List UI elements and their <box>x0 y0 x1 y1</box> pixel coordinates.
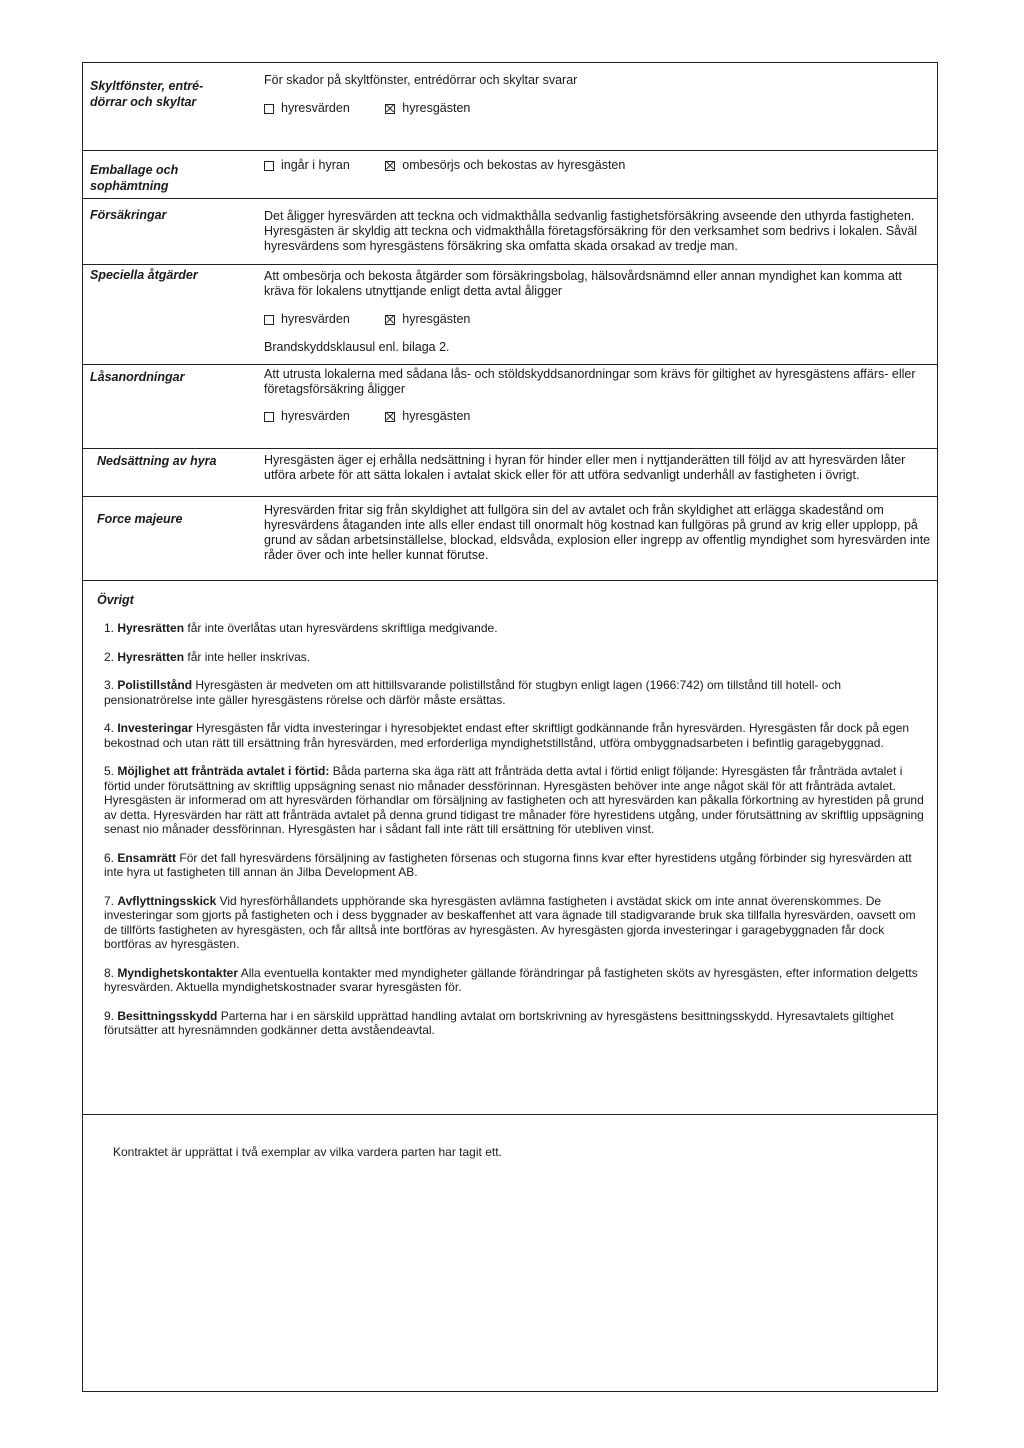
section-emballage <box>83 151 937 199</box>
label-emballage: Emballage och sophämtning <box>90 163 179 193</box>
ovrigt-item <box>104 764 929 837</box>
checkbox-checked-icon <box>385 161 395 171</box>
item-number: 2. <box>104 649 118 664</box>
label-speciella: Speciella åtgärder <box>90 268 198 282</box>
item-text: Hyresgästen får vidta investeringar i hyresobjektet endast efter skriftligt godkännande från hyresvärden. Hyresgästen får dock på egen bekostnad och utan rätt till ersättning från hyresvärden, med erforderliga myndighetstillstånd, utföra ombyggnadsarbeten i befintlig garagebyggnad. <box>104 721 910 750</box>
ovrigt-item <box>104 721 929 750</box>
item-text: Hyresgästen är medveten om att hittillsvarande polistillstånd för stugbyn enligt lagen (1966:742) om tillstånd till hotell- och pensionatrörelse inte gäller hyresgästens rörelse och därför måste ersättas. <box>104 678 842 707</box>
ovrigt-item <box>104 621 929 636</box>
item-number: 4. <box>104 721 118 735</box>
label-skyltfonster: Skyltfönster, entré-dörrar och skyltar <box>90 79 204 109</box>
checkbox-hyresgasten[interactable]: hyresgästen <box>385 409 470 424</box>
item-text: Alla eventuella kontakter med myndigheter gällande förändringar på fastigheten sköts av hyresgästen, efter information delgetts hyresvärden. Aktuella myndighetskostnader svarar hyresgästen för. <box>104 965 918 994</box>
item-heading: Hyresrätten <box>117 621 185 635</box>
ovrigt-item <box>104 851 929 880</box>
item-number: 5. <box>104 764 118 778</box>
ovrigt-list <box>104 621 929 1052</box>
footer-text: Kontraktet är upprättat i två exemplar av vilka vardera parten har tagit ett. <box>113 1145 502 1159</box>
checkbox-empty-icon <box>264 315 274 325</box>
checkbox-hyresgasten[interactable]: hyresgästen <box>385 312 470 327</box>
section-speciella <box>83 265 937 365</box>
label-forsakringar: Försäkringar <box>90 208 167 222</box>
checkbox-hyresvarden[interactable]: hyresvärden <box>264 101 350 116</box>
item-text: får inte heller inskrivas. <box>184 649 311 664</box>
checkbox-hyresgasten[interactable]: hyresgästen <box>385 101 470 116</box>
text-nedsattning: Hyresgästen äger ej erhålla nedsättning i hyran för hinder eller men i nyttjanderätten till följd av att hyresvärden låter utföra arbete för att sätta lokalen i avtalat skick eller för att utföra sedvanligt underhåll av fastigheten i övrigt. <box>264 453 906 482</box>
item-heading: Myndighetskontakter <box>117 965 239 980</box>
ovrigt-item <box>104 1009 929 1038</box>
section-lasanordningar <box>83 365 937 449</box>
checkbox-ingar-i-hyran[interactable]: ingår i hyran <box>264 158 350 173</box>
checkbox-checked-icon <box>385 412 395 422</box>
text-speciella: Att ombesörja och bekosta åtgärder som försäkringsbolag, hälsovårdsnämnd eller annan myndighet kan komma att kräva för lokalens utnyttjande enligt detta avtal åligger <box>264 269 902 298</box>
section-nedsattning <box>83 449 937 497</box>
checkbox-hyresvarden[interactable]: hyresvärden <box>264 312 350 327</box>
item-number: 8. <box>104 965 118 980</box>
item-number: 6. <box>104 850 118 865</box>
checkbox-checked-icon <box>385 315 395 325</box>
checkbox-empty-icon <box>264 104 274 114</box>
text-skyltfonster: För skador på skyltfönster, entrédörrar och skyltar svarar <box>264 73 578 87</box>
item-heading: Polistillstånd <box>117 678 193 692</box>
item-heading: Besittningsskydd <box>117 1008 218 1023</box>
checkbox-hyresvarden[interactable]: hyresvärden <box>264 409 350 424</box>
text-lasanordningar: Att utrusta lokalerna med sådana lås- och stöldskyddsanordningar som krävs för giltighet av hyresgästens affärs- eller företagsförsäkring åligger <box>264 367 916 396</box>
label-lasanordningar: Låsanordningar <box>90 370 185 384</box>
item-heading: Investeringar <box>117 721 193 735</box>
item-text: Parterna har i en särskild upprättad handling avtalat om bortskrivning av hyresgästens besittningsskydd. Hyresavtalets giltighet förutsätter att hyresnämnden godkänner detta avståendeavtal. <box>104 1008 894 1037</box>
label-nedsattning: Nedsättning av hyra <box>97 454 217 468</box>
label-force-majeure: Force majeure <box>97 512 183 526</box>
item-heading: Hyresrätten <box>117 649 185 664</box>
text-force-majeure: Hyresvärden fritar sig från skyldighet att fullgöra sin del av avtalet och från skyldighet att erlägga skadestånd om hyresvärdens åtaganden inte alls eller endast till onormalt hög kostnad kan fullgöras på grund av krig eller upplopp, på grund av sådan arbetsinställelse, blockad, eldsvåda, explosion eller ingrepp av offentlig myndighet som hyresvärden inte råder över och inte heller kunnat förutse. <box>264 503 931 562</box>
item-heading: Avflyttningsskick <box>117 893 217 908</box>
checkbox-ombesorjs[interactable]: ombesörjs och bekostas av hyresgästen <box>385 158 625 173</box>
ovrigt-item <box>104 966 929 995</box>
brandskydd-note: Brandskyddsklausul enl. bilaga 2. <box>264 339 450 354</box>
section-ovrigt <box>83 580 937 1115</box>
text-forsakringar: Det åligger hyresvärden att teckna och vidmakthålla sedvanlig fastighetsförsäkring avseende den uthyrda fastigheten. Hyresgästen är skyldig att teckna och vidmakthålla företagsförsäkring för den verksamhet som bedrivs i lokalen. Såväl hyresvärdens som hyresgästens försäkring ska omfatta skada orsakad av tredje man. <box>264 209 918 253</box>
item-number: 9. <box>104 1008 118 1023</box>
section-skyltfonster <box>83 63 937 151</box>
item-heading: Ensamrätt <box>117 850 177 865</box>
item-text: För det fall hyresvärdens försäljning av fastigheten försenas och stugorna finns kvar efter hyrestidens utgång förbinder sig hyresvärden att inte hyra ut fastigheten till annan än Jilba Development AB. <box>104 850 912 879</box>
ovrigt-title: Övrigt <box>97 593 134 607</box>
item-number: 7. <box>104 893 118 908</box>
item-text: får inte överlåtas utan hyresvärdens skriftliga medgivande. <box>184 621 498 635</box>
item-number: 3. <box>104 678 118 692</box>
checkbox-empty-icon <box>264 412 274 422</box>
checkbox-empty-icon <box>264 161 274 171</box>
ovrigt-item <box>104 678 929 707</box>
item-text: Båda parterna ska äga rätt att frånträda detta avtal i förtid enligt följande: Hyresgästen får frånträda avtalet i förtid under förutsättning av skriftlig uppsägning senast nio månader dessförinnan. Hyresgästen behöver inte ange något skäl för att frånträda avtalet. Hyresgästen är informerad om att hyresvärden förhandlar om försäljning av fastigheten och att hyresvärden kan påkalla förkortning av hyrestiden på grund av detta. Hyresvärden har rätt att frånträda avtalet på denna grund tidigast tre månader före hyrestidens utgång, under förutsättning av skriftlig uppsägning senast nio månader dessförinnan. Hyresgästen har i sådant fall inte rätt till ersättning för utebliven vinst. <box>104 764 924 836</box>
section-forsakringar <box>83 199 937 265</box>
item-number: 1. <box>104 621 118 635</box>
ovrigt-item <box>104 650 929 665</box>
contract-page <box>82 62 938 1392</box>
ovrigt-item <box>104 894 929 952</box>
section-force-majeure <box>83 497 937 580</box>
item-text: Vid hyresförhållandets upphörande ska hyresgästen avlämna fastigheten i avstädat skick om inte annat överenskommes. De investeringar som gjorts på fastigheten och i dess byggnader av beskaffenhet att vara ägnade till stadigvarande bruk ska tillfalla hyresvärden, oavsett om de tillförts fastigheten av hyresgästen, och får alltså inte bortföras av hyresgästen. Av hyresgästen gjorda investeringar i garagebyggnaden får dock bortföras av hyresgästen. <box>104 893 916 951</box>
item-heading: Möjlighet att frånträda avtalet i förtid: <box>117 764 330 778</box>
checkbox-checked-icon <box>385 104 395 114</box>
